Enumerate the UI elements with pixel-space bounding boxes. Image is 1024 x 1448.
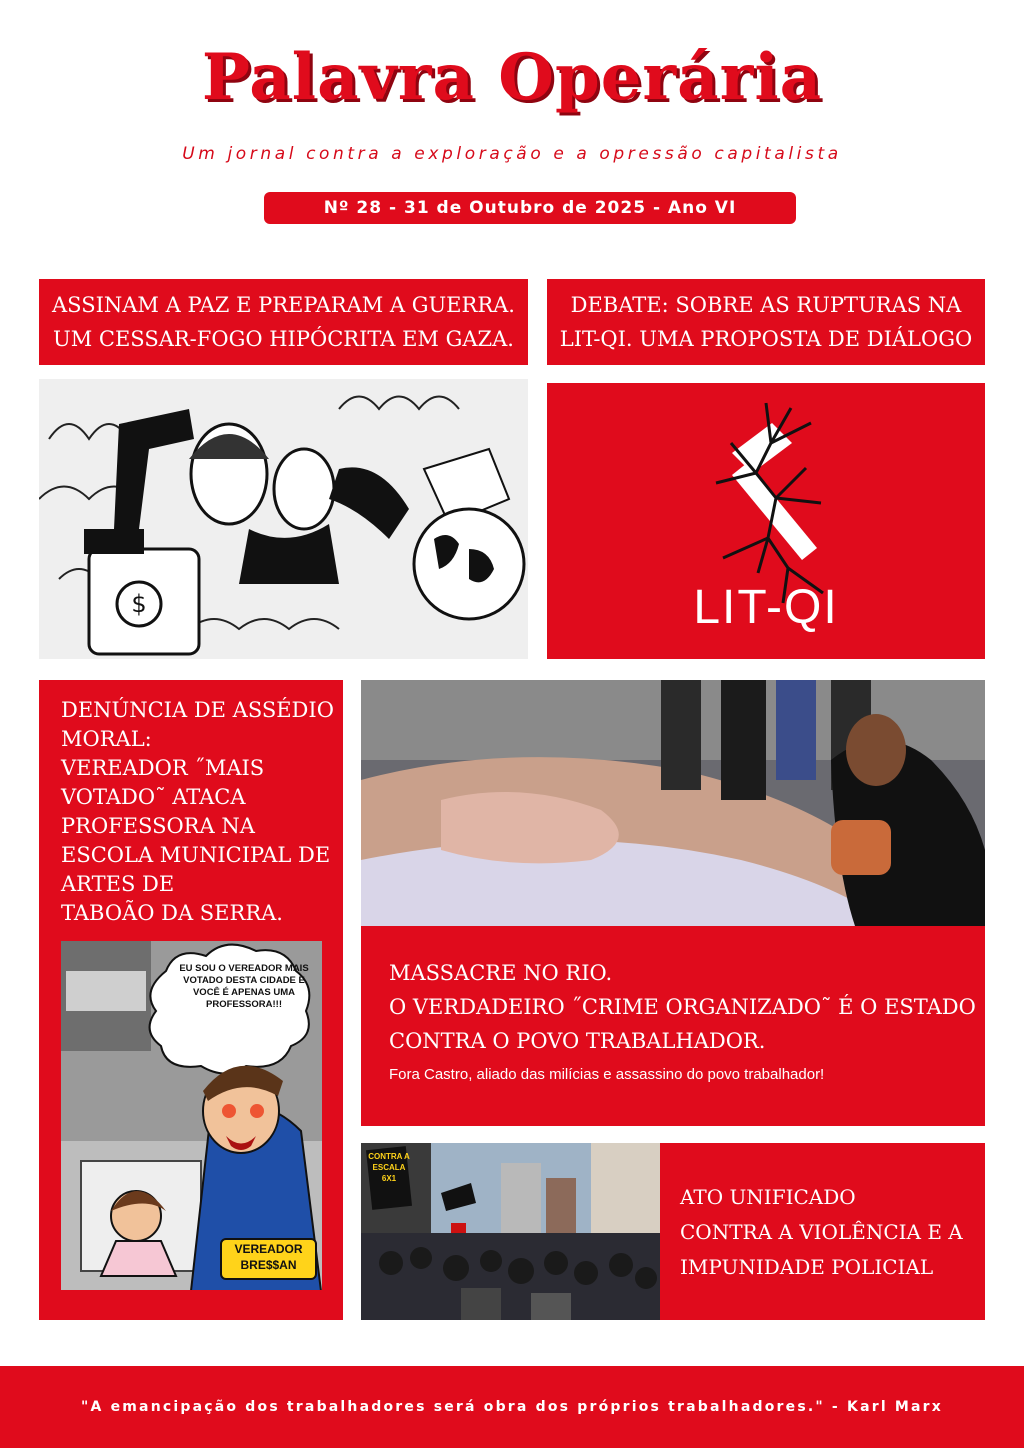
litqi-logo-text: LIT-QI: [693, 581, 839, 634]
massacre-article[interactable]: [361, 926, 985, 1126]
litqi-headline-line: DEBATE: SOBRE AS RUPTURAS NA: [570, 293, 962, 317]
massacre-headline-line: MASSACRE NO RIO.: [389, 961, 613, 985]
assedio-headline-line: ARTES DE: [61, 872, 175, 896]
gaza-headline-box[interactable]: [39, 279, 528, 365]
ato-photo[interactable]: [361, 1143, 660, 1320]
litqi-headline-box[interactable]: [547, 279, 985, 365]
ato-headline-line: ATO UNIFICADO: [680, 1185, 856, 1209]
assedio-headline-line: VEREADOR ˝MAIS: [61, 756, 265, 780]
svg-text:$: $: [131, 590, 147, 618]
ato-headline: [680, 1180, 985, 1285]
assedio-headline-line: TABOÃO DA SERRA.: [61, 901, 283, 925]
ato-article[interactable]: [660, 1143, 985, 1320]
newspaper-title: Palavra Operária: [201, 40, 823, 115]
assedio-headline: [39, 680, 343, 928]
cartoon-label: VEREADOR BRE$$AN: [234, 1242, 303, 1272]
massacre-headline-line: CONTRA O POVO TRABALHADOR.: [389, 1029, 766, 1053]
gaza-cartoon-illustration[interactable]: [39, 379, 528, 659]
assedio-headline-line: VOTADO˜ ATACA: [61, 785, 246, 809]
assedio-headline-line: PROFESSORA NA: [61, 814, 255, 838]
massacre-subline: Fora Castro, aliado das milícias e assassino do povo trabalhador!: [389, 1066, 825, 1083]
massacre-headline-line: O VERDADEIRO ˝CRIME ORGANIZADO˜ É O ESTADO: [389, 995, 976, 1019]
gaza-headline-line: UM CESSAR-FOGO HIPÓCRITA EM GAZA.: [53, 327, 514, 351]
ato-headline-line: IMPUNIDADE POLICIAL: [680, 1255, 934, 1279]
vereador-cartoon[interactable]: [61, 941, 322, 1290]
assedio-headline-line: DENÚNCIA DE ASSÉDIO: [61, 698, 334, 722]
assedio-headline-line: ESCOLA MUNICIPAL DE: [61, 843, 331, 867]
gaza-headline-line: ASSINAM A PAZ E PREPARAM A GUERRA.: [52, 293, 515, 317]
assedio-headline-line: MORAL:: [61, 727, 152, 751]
massacre-photo[interactable]: [361, 680, 985, 926]
issue-badge: Nº 28 - 31 de Outubro de 2025 - Ano VI: [264, 192, 796, 224]
footer-quote: "A emancipação dos trabalhadores será obra dos próprios trabalhadores." - Karl Marx: [0, 1366, 1024, 1448]
ato-banner-text: CONTRA A ESCALA 6X1: [368, 1152, 410, 1183]
cartoon-speech-bubble: EU SOU O VEREADOR MAIS VOTADO DESTA CIDADE E VOCÊ É APENAS UMA PROFESSORA!!!: [179, 963, 309, 1010]
massacre-headline: [389, 956, 985, 1058]
newspaper-tagline: Um jornal contra a exploração e a opressão capitalista: [182, 144, 842, 164]
litqi-logo-panel[interactable]: [547, 383, 985, 659]
ato-headline-line: CONTRA A VIOLÊNCIA E A: [680, 1220, 963, 1244]
litqi-headline-line: LIT-QI. UMA PROPOSTA DE DIÁLOGO: [559, 327, 973, 351]
